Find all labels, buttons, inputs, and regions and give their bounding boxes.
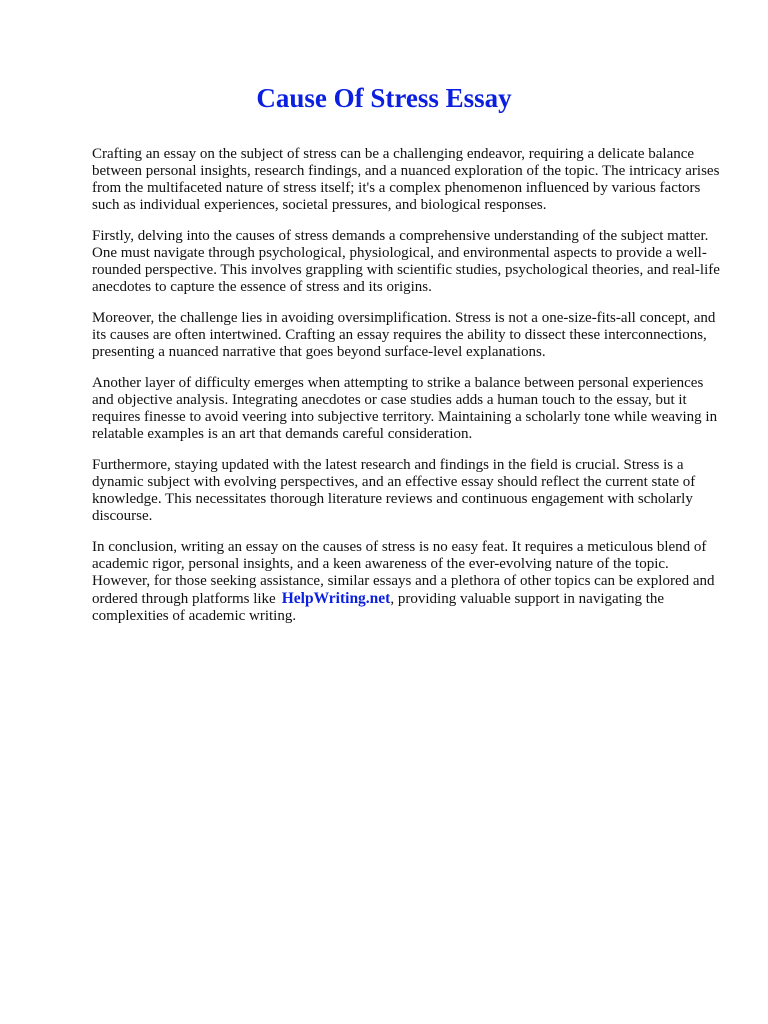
paragraph-balance: Another layer of difficulty emerges when attempting to strike a balance between personal experiences and objective analysis. Integrating anecdotes or case studies adds a human touch to the essay, but it requires finesse to avoid veering into subjective territory. Maintaining a scholarly tone while weaving in relatable examples is an art that demands careful consideration. — [92, 375, 718, 442]
helpwriting-link[interactable]: HelpWriting.net — [281, 590, 391, 607]
essay-body — [92, 146, 720, 639]
paragraph-oversimplification: Moreover, the challenge lies in avoiding oversimplification. Stress is not a one-size-fits-all concept, and its causes are often intertwined. Crafting an essay requires the ability to dissect these interconnections, presenting a nuanced narrative that goes beyond surface-level explanations. — [92, 310, 716, 360]
paragraph-intro: Crafting an essay on the subject of stress can be a challenging endeavor, requiring a delicate balance between personal insights, research findings, and a nuanced exploration of the topic. The intricacy arises from the multifaceted nature of stress itself; it's a complex phenomenon influenced by various factors such as individual experiences, societal pressures, and biological responses. — [92, 146, 720, 213]
essay-title: Cause Of Stress Essay — [256, 83, 512, 113]
conclusion-text: In conclusion, writing an essay on the causes of stress is no easy feat. It requires a meticulous blend of academic rigor, personal insights, and a keen awareness of the ever-evolving nature of the topic. However, for those seeking assistance, similar essays and a plethora of other topics can be explored and ordered through platforms like — [92, 539, 715, 607]
paragraph-conclusion — [92, 539, 720, 625]
conclusion-text-end: , providing valuable support in navigating the complexities of academic writing. — [92, 591, 665, 624]
paragraph-research: Furthermore, staying updated with the latest research and findings in the field is crucial. Stress is a dynamic subject with evolving perspectives, and an effective essay should reflect the current state of knowledge. This necessitates thorough literature reviews and continuous engagement with scholarly discourse. — [92, 457, 696, 524]
paragraph-causes: Firstly, delving into the causes of stress demands a comprehensive understanding of the subject matter. One must navigate through psychological, physiological, and environmental aspects to provide a well-rounded perspective. This involves grappling with scientific studies, psychological theories, and real-life anecdotes to capture the essence of stress and its origins. — [92, 228, 720, 295]
